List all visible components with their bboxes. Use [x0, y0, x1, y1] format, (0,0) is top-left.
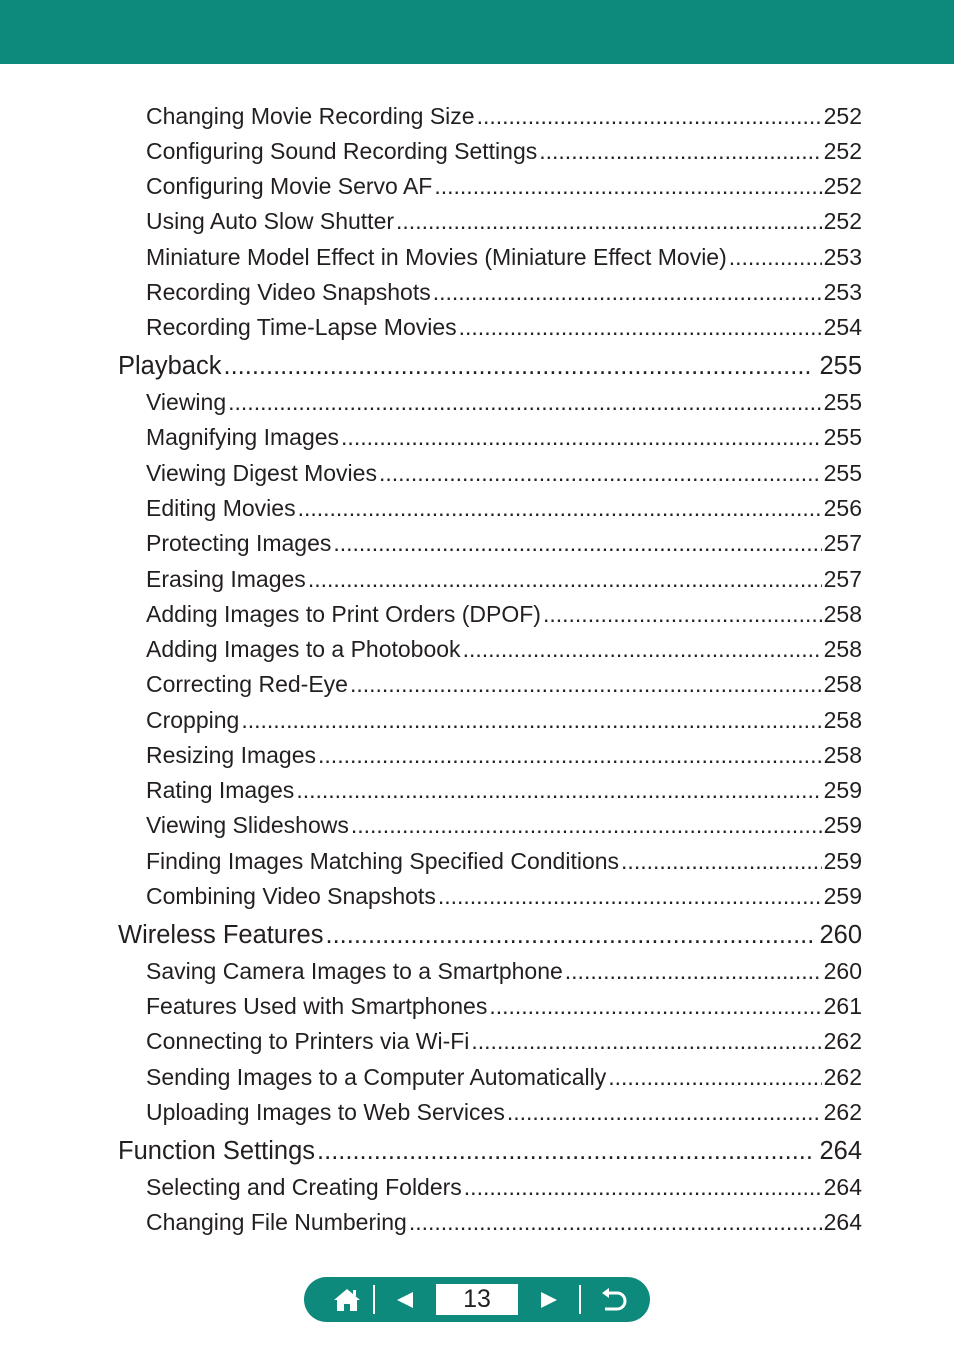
toc-entry[interactable]	[146, 958, 862, 988]
toc-entry[interactable]	[146, 636, 862, 666]
toc-entry-title: Combining Video Snapshots	[146, 883, 436, 909]
home-button[interactable]	[326, 1277, 368, 1322]
toc-entry-page: 259	[823, 812, 862, 838]
toc-entry[interactable]	[146, 314, 862, 344]
return-icon	[599, 1288, 627, 1312]
dot-leader	[539, 138, 821, 165]
page-navigation-bar	[304, 1277, 650, 1322]
prev-page-icon	[395, 1290, 415, 1310]
toc-entry-page: 252	[823, 173, 862, 199]
dot-leader	[298, 495, 822, 522]
toc-entry-title: Resizing Images	[146, 742, 317, 768]
toc-entry[interactable]	[146, 707, 862, 737]
toc-entry-page: 252	[823, 103, 862, 129]
toc-entry[interactable]	[146, 848, 862, 878]
toc-entry-page: 264	[819, 1137, 862, 1165]
toc-entry-page: 258	[823, 636, 862, 662]
dot-leader	[228, 389, 821, 416]
toc-entry-title: Recording Video Snapshots	[146, 279, 431, 305]
toc-entry[interactable]	[146, 1099, 862, 1129]
toc-entry[interactable]	[146, 883, 862, 913]
toc-entry[interactable]	[146, 173, 862, 203]
toc-entry-title: Viewing Slideshows	[146, 812, 349, 838]
toc-entry-page: 253	[823, 244, 862, 270]
toc-entry-page: 262	[823, 1099, 862, 1125]
toc-entry[interactable]	[146, 601, 862, 631]
toc-entry[interactable]	[146, 138, 862, 168]
toc-entry-page: 253	[823, 279, 862, 305]
toc-entry-page: 258	[823, 671, 862, 697]
toc-entry-title: Configuring Sound Recording Settings	[146, 138, 538, 164]
toc-entry-page: 255	[819, 352, 862, 380]
toc-entry-title: Magnifying Images	[146, 424, 340, 450]
dot-leader	[543, 601, 822, 628]
toc-entry[interactable]	[146, 1209, 862, 1239]
toc-entry-page: 264	[823, 1209, 862, 1235]
dot-leader	[296, 777, 821, 804]
dot-leader	[350, 671, 822, 698]
nav-separator	[579, 1285, 581, 1314]
dot-leader	[433, 279, 822, 306]
toc-entry-title: Cropping	[146, 707, 240, 733]
toc-entry[interactable]	[146, 279, 862, 309]
toc-entry-title: Rating Images	[146, 777, 295, 803]
toc-entry-title: Changing Movie Recording Size	[146, 103, 475, 129]
dot-leader	[507, 1099, 822, 1126]
dot-leader	[317, 1137, 813, 1166]
toc-entry-title: Erasing Images	[146, 566, 306, 592]
toc-section-entry[interactable]	[118, 352, 862, 384]
dot-leader	[351, 812, 822, 839]
dot-leader	[459, 314, 822, 341]
toc-entry[interactable]	[146, 244, 862, 274]
toc-entry-title: Recording Time-Lapse Movies	[146, 314, 457, 340]
toc-entry-title: Function Settings	[118, 1137, 316, 1165]
toc-entry-title: Viewing	[146, 389, 227, 415]
toc-entry-page: 260	[819, 921, 862, 949]
toc-entry-page: 255	[823, 389, 862, 415]
dot-leader	[471, 1028, 821, 1055]
current-page-number: 13	[436, 1284, 518, 1315]
previous-page-button[interactable]	[384, 1277, 426, 1322]
toc-entry-title: Selecting and Creating Folders	[146, 1174, 462, 1200]
toc-entry[interactable]	[146, 1028, 862, 1058]
toc-entry-title: Sending Images to a Computer Automatically	[146, 1064, 607, 1090]
toc-entry-title: Miniature Model Effect in Movies (Miniature Effect Movie)	[146, 244, 727, 270]
toc-entry-title: Using Auto Slow Shutter	[146, 208, 395, 234]
toc-entry-page: 252	[823, 138, 862, 164]
toc-entry-page: 255	[823, 424, 862, 450]
header-bar	[0, 0, 954, 64]
toc-entry[interactable]	[146, 671, 862, 701]
toc-entry-title: Editing Movies	[146, 495, 296, 521]
next-page-button[interactable]	[528, 1277, 570, 1322]
toc-entry-title: Connecting to Printers via Wi-Fi	[146, 1028, 470, 1054]
dot-leader	[325, 921, 813, 950]
toc-entry-title: Configuring Movie Servo AF	[146, 173, 433, 199]
dot-leader	[308, 566, 822, 593]
toc-entry-page: 258	[823, 742, 862, 768]
toc-entry[interactable]	[146, 530, 862, 560]
toc-entry-page: 262	[823, 1064, 862, 1090]
toc-entry[interactable]	[146, 495, 862, 525]
toc-entry-title: Finding Images Matching Specified Conditions	[146, 848, 620, 874]
dot-leader	[463, 636, 822, 663]
toc-entry-page: 261	[823, 993, 862, 1019]
toc-entry-title: Changing File Numbering	[146, 1209, 407, 1235]
dot-leader	[464, 1174, 822, 1201]
toc-entry-page: 260	[823, 958, 862, 984]
dot-leader	[477, 103, 822, 130]
dot-leader	[241, 707, 821, 734]
toc-entry-title: Protecting Images	[146, 530, 332, 556]
dot-leader	[438, 883, 822, 910]
toc-entry[interactable]	[146, 460, 862, 490]
toc-entry-title: Wireless Features	[118, 921, 324, 949]
toc-entry-title: Adding Images to Print Orders (DPOF)	[146, 601, 541, 627]
toc-entry[interactable]	[146, 1064, 862, 1094]
toc-entry[interactable]	[146, 389, 862, 419]
return-button[interactable]	[592, 1277, 634, 1322]
dot-leader	[396, 208, 822, 235]
toc-entry-page: 259	[823, 777, 862, 803]
dot-leader	[729, 244, 822, 271]
toc-entry[interactable]	[146, 742, 862, 772]
home-icon	[333, 1287, 361, 1313]
next-page-icon	[539, 1290, 559, 1310]
toc-entry-title: Saving Camera Images to a Smartphone	[146, 958, 563, 984]
toc-section-entry[interactable]	[118, 1137, 862, 1169]
toc-entry-page: 254	[823, 314, 862, 340]
toc-entry-title: Playback	[118, 352, 222, 380]
toc-entry-title: Adding Images to a Photobook	[146, 636, 461, 662]
toc-entry-page: 256	[823, 495, 862, 521]
toc-entry-page: 259	[823, 883, 862, 909]
toc-entry[interactable]	[146, 424, 862, 454]
dot-leader	[434, 173, 821, 200]
toc-entry[interactable]	[146, 812, 862, 842]
toc-entry-page: 257	[823, 566, 862, 592]
toc-entry-title: Correcting Red-Eye	[146, 671, 348, 697]
dot-leader	[223, 352, 813, 381]
toc-entry-page: 262	[823, 1028, 862, 1054]
toc-entry-page: 264	[823, 1174, 862, 1200]
dot-leader	[565, 958, 822, 985]
dot-leader	[333, 530, 821, 557]
toc-entry-title: Features Used with Smartphones	[146, 993, 488, 1019]
dot-leader	[318, 742, 822, 769]
dot-leader	[341, 424, 822, 451]
nav-separator	[373, 1285, 375, 1314]
toc-entry-page: 259	[823, 848, 862, 874]
dot-leader	[608, 1064, 821, 1091]
dot-leader	[409, 1209, 822, 1236]
toc-entry[interactable]	[146, 208, 862, 238]
toc-entry[interactable]	[146, 566, 862, 596]
toc-entry-title: Viewing Digest Movies	[146, 460, 377, 486]
toc-entry-page: 258	[823, 707, 862, 733]
dot-leader	[621, 848, 822, 875]
toc-entry[interactable]	[146, 1174, 862, 1204]
toc-entry-page: 257	[823, 530, 862, 556]
toc-entry[interactable]	[146, 777, 862, 807]
toc-entry-page: 252	[823, 208, 862, 234]
toc-entry[interactable]	[146, 993, 862, 1023]
toc-section-entry[interactable]	[118, 921, 862, 953]
toc-entry-page: 255	[823, 460, 862, 486]
toc-entry[interactable]	[146, 103, 862, 133]
toc-entry-title: Uploading Images to Web Services	[146, 1099, 505, 1125]
toc-entry-page: 258	[823, 601, 862, 627]
dot-leader	[379, 460, 822, 487]
dot-leader	[489, 993, 821, 1020]
